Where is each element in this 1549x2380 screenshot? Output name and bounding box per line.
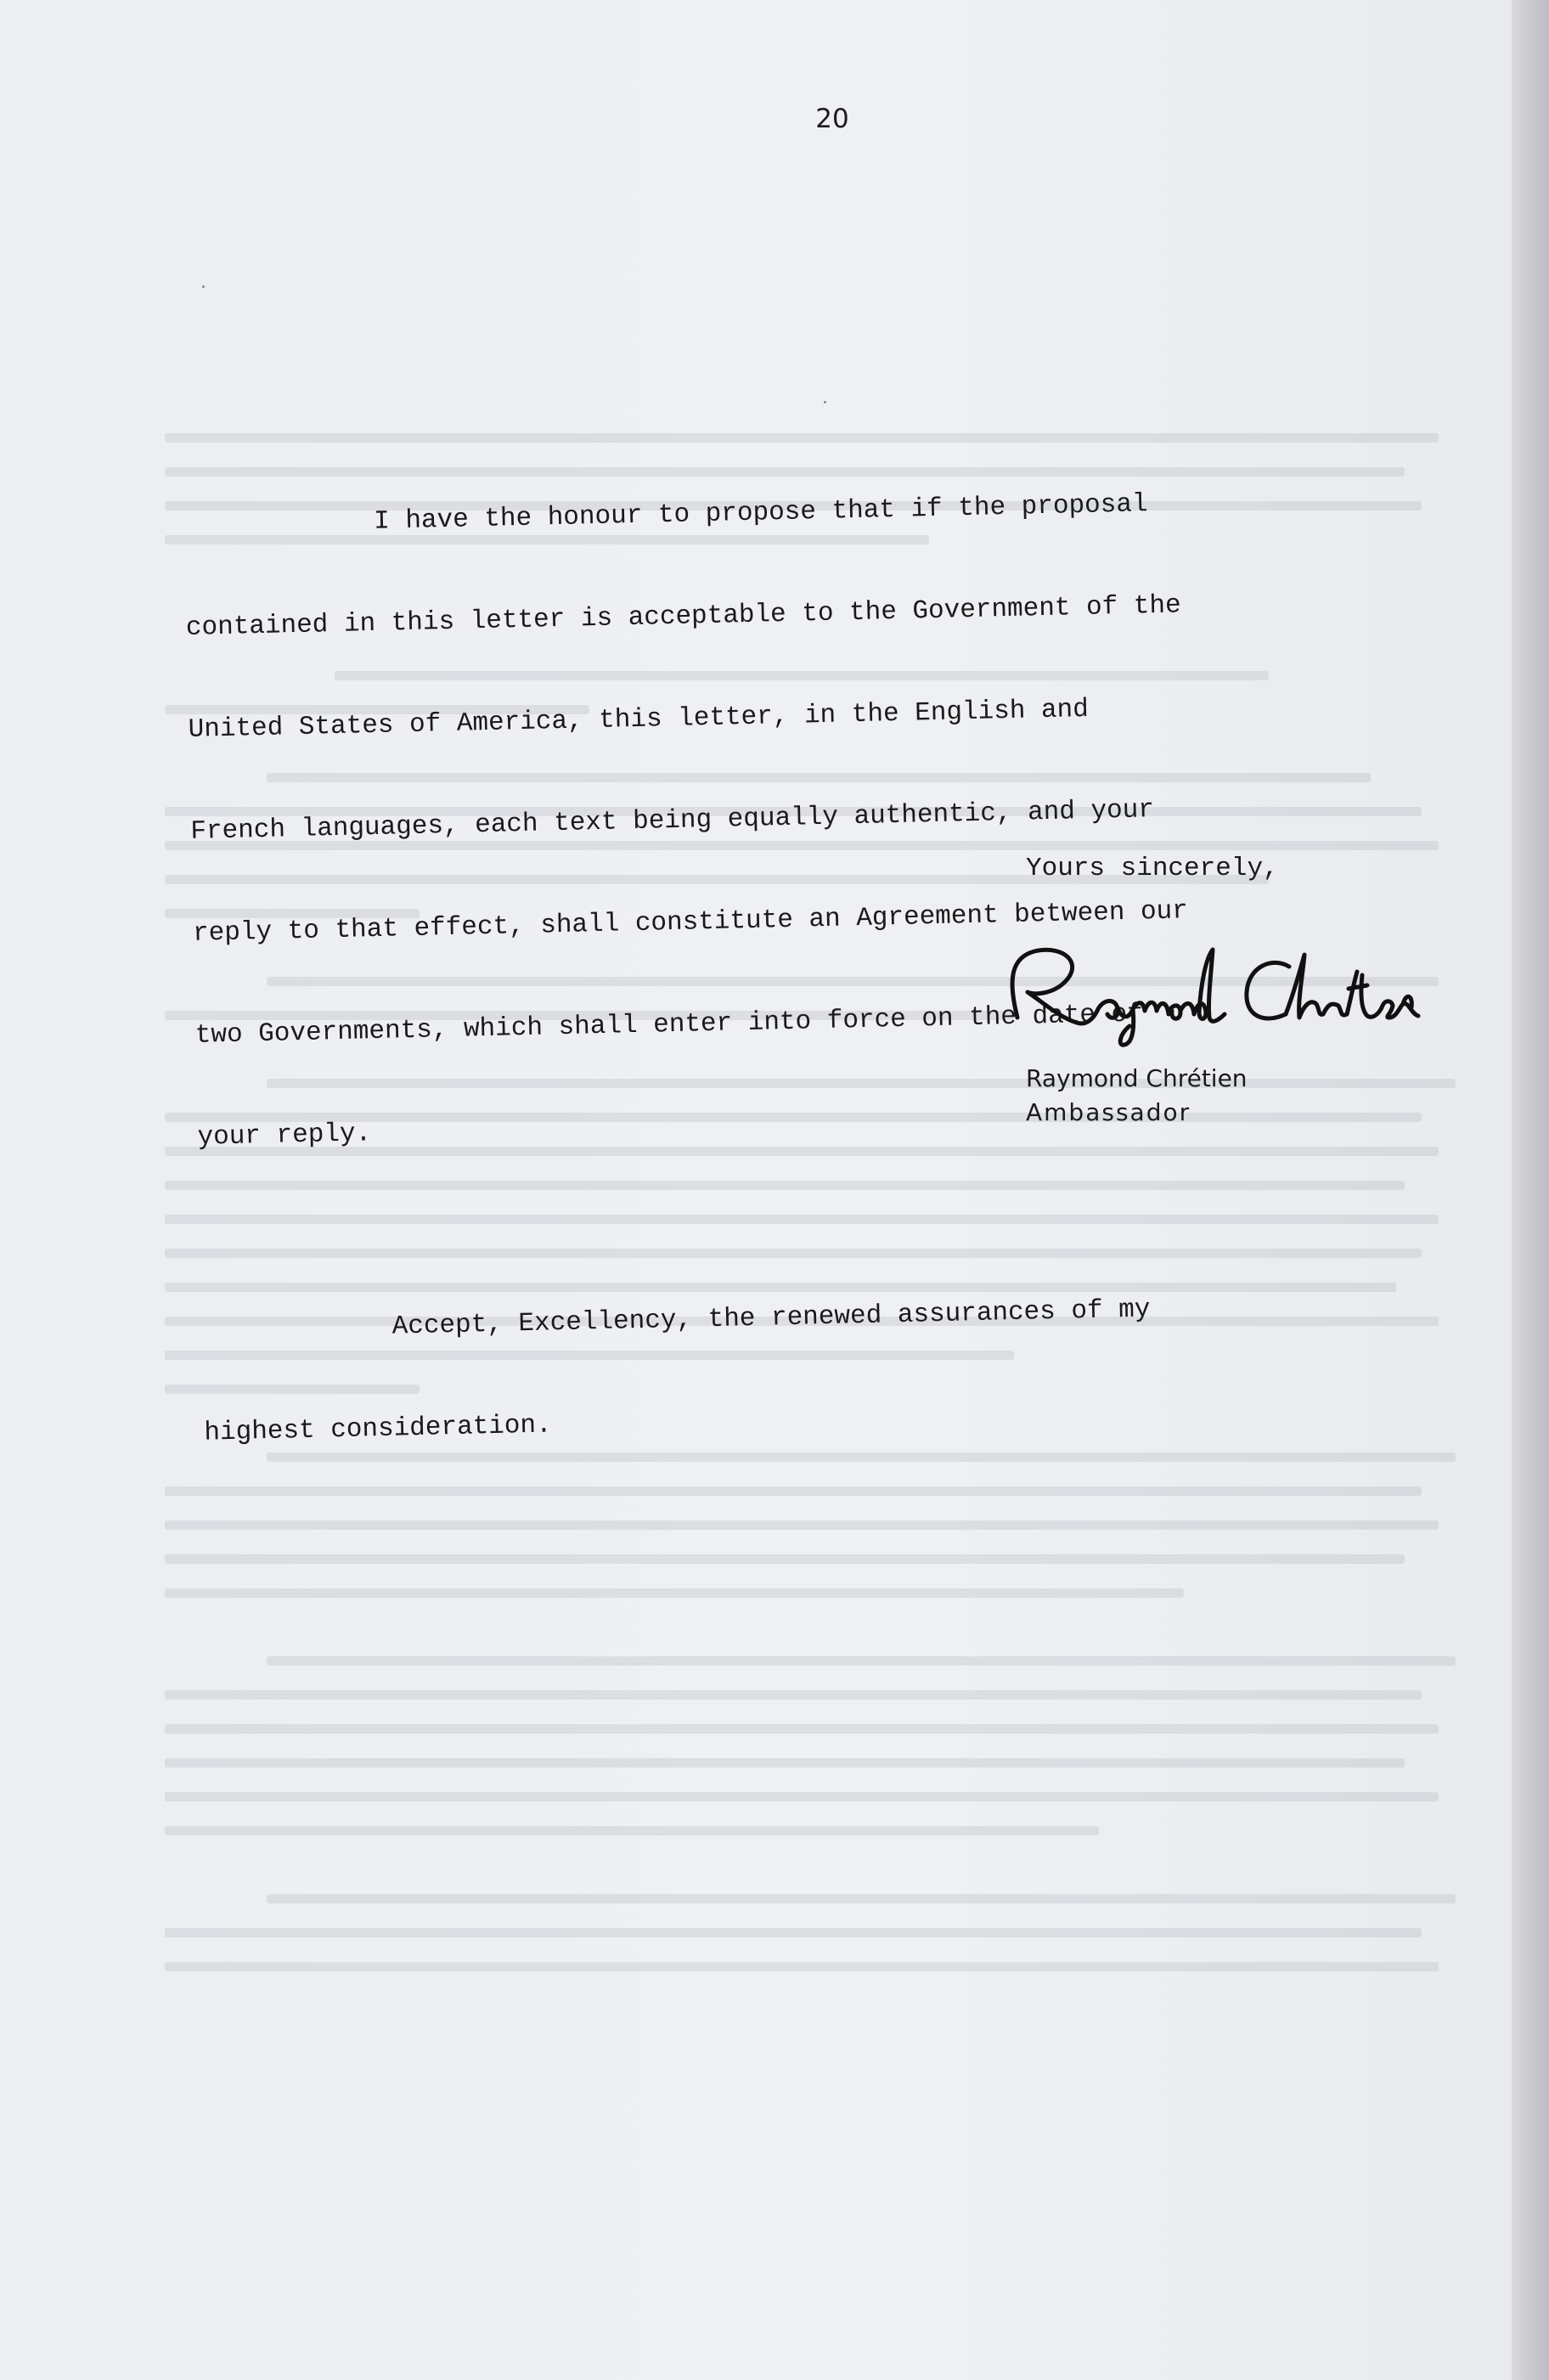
body-line: United States of America, this letter, in the English and <box>188 694 1090 745</box>
paper-speck <box>202 285 205 288</box>
body-line: Accept, Excellency, the renewed assurances of my <box>391 1294 1151 1342</box>
body-line: I have the honour to propose that if the proposal <box>373 489 1148 537</box>
paper-speck <box>824 401 826 403</box>
signatory-block <box>1026 1062 1467 1130</box>
body-line: contained in this letter is acceptable to the Government of the <box>185 590 1182 643</box>
body-line: French languages, each text being equally authentic, and your <box>190 795 1155 847</box>
body-line: reply to that effect, shall constitute an Agreement between our <box>192 896 1189 949</box>
body-line: your reply. <box>197 1119 372 1153</box>
signatory-name: Raymond Chrétien <box>1026 1064 1248 1092</box>
body-line: highest consideration. <box>204 1410 553 1448</box>
handwritten-signature <box>983 933 1425 1052</box>
page-edge-shadow <box>1512 0 1549 2380</box>
signatory-title: Ambassador <box>1026 1098 1191 1126</box>
closing-salutation: Yours sincerely, <box>1026 854 1279 883</box>
page-number: 20 <box>815 104 849 134</box>
paragraph-assurances <box>200 1220 1395 1519</box>
body-line: two Governments, which shall enter into force on the date of <box>194 999 1144 1051</box>
